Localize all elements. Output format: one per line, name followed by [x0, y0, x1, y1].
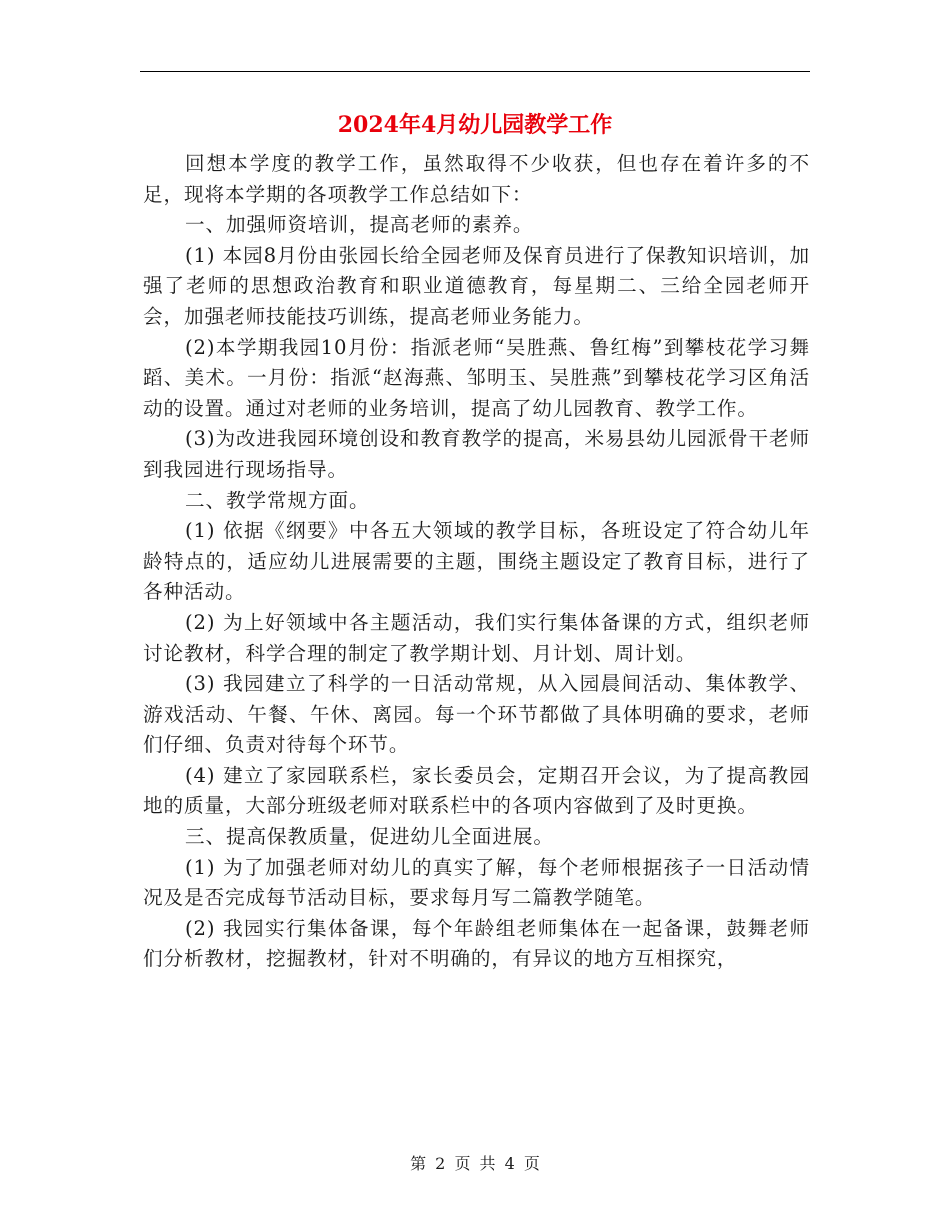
paragraph-intro: 回想本学度的教学工作，虽然取得不少收获，但也存在着许多的不足，现将本学期的各项教学工作总结如下：	[143, 152, 810, 206]
paragraph-2-2: (2) 为上好领域中各主题活动，我们实行集体备课的方式，组织老师讨论教材，科学合理的制定了教学期计划、月计划、周计划。	[143, 610, 810, 665]
paragraph-1-1: (1) 本园8月份由张园长给全园老师及保育员进行了保教知识培训，加强了老师的思想政治教育和职业道德教育，每星期二、三给全园老师开会，加强老师技能技巧训练，提高老师业务能力。	[143, 243, 810, 328]
section-heading-2: 二、教学常规方面。	[185, 488, 370, 512]
paragraph-1-2: (2)本学期我园10月份：指派老师“吴胜燕、鲁红梅”到攀枝花学习舞蹈、美术。一月份：指派“赵海燕、邹明玉、吴胜燕”到攀枝花学习区角活动的设置。通过对老师的业务培训，提高了幼儿园教育、教学工作。	[143, 335, 810, 420]
paragraph-1-3: (3)为改进我园环境创设和教育教学的提高，米易县幼儿园派骨干老师到我园进行现场指导。	[143, 427, 810, 481]
header-rule	[140, 71, 810, 72]
paragraph-2-4: (4) 建立了家园联系栏，家长委员会，定期召开会议，为了提高教园地的质量，大部分班级老师对联系栏中的各项内容做到了及时更换。	[143, 763, 810, 818]
paragraph-2-3: (3) 我园建立了科学的一日活动常规，从入园晨间活动、集体教学、游戏活动、午餐、午休、离园。每一个环节都做了具体明确的要求，老师们仔细、负责对待每个环节。	[143, 672, 810, 757]
section-heading-1: 一、加强师资培训，提高老师的素养。	[185, 213, 534, 237]
paragraph-2-1: (1) 依据《纲要》中各五大领域的教学目标，各班设定了符合幼儿年龄特点的，适应幼儿进展需要的主题，围绕主题设定了教育目标，进行了各种活动。	[143, 519, 810, 604]
paragraph-3-2: (2) 我园实行集体备课，每个年龄组老师集体在一起备课，鼓舞老师们分析教材，挖掘教材，针对不明确的，有异议的地方互相探究，	[143, 916, 810, 971]
paragraph-3-1: (1) 为了加强老师对幼儿的真实了解，每个老师根据孩子一日活动情况及是否完成每节活动目标，要求每月写二篇教学随笔。	[143, 855, 810, 910]
document-body	[143, 149, 810, 975]
page-number: 第 2 页 共 4 页	[410, 1154, 540, 1173]
document-title: 2024年4月幼儿园教学工作	[337, 112, 613, 138]
section-heading-3: 三、提高保教质量，促进幼儿全面进展。	[185, 825, 554, 849]
